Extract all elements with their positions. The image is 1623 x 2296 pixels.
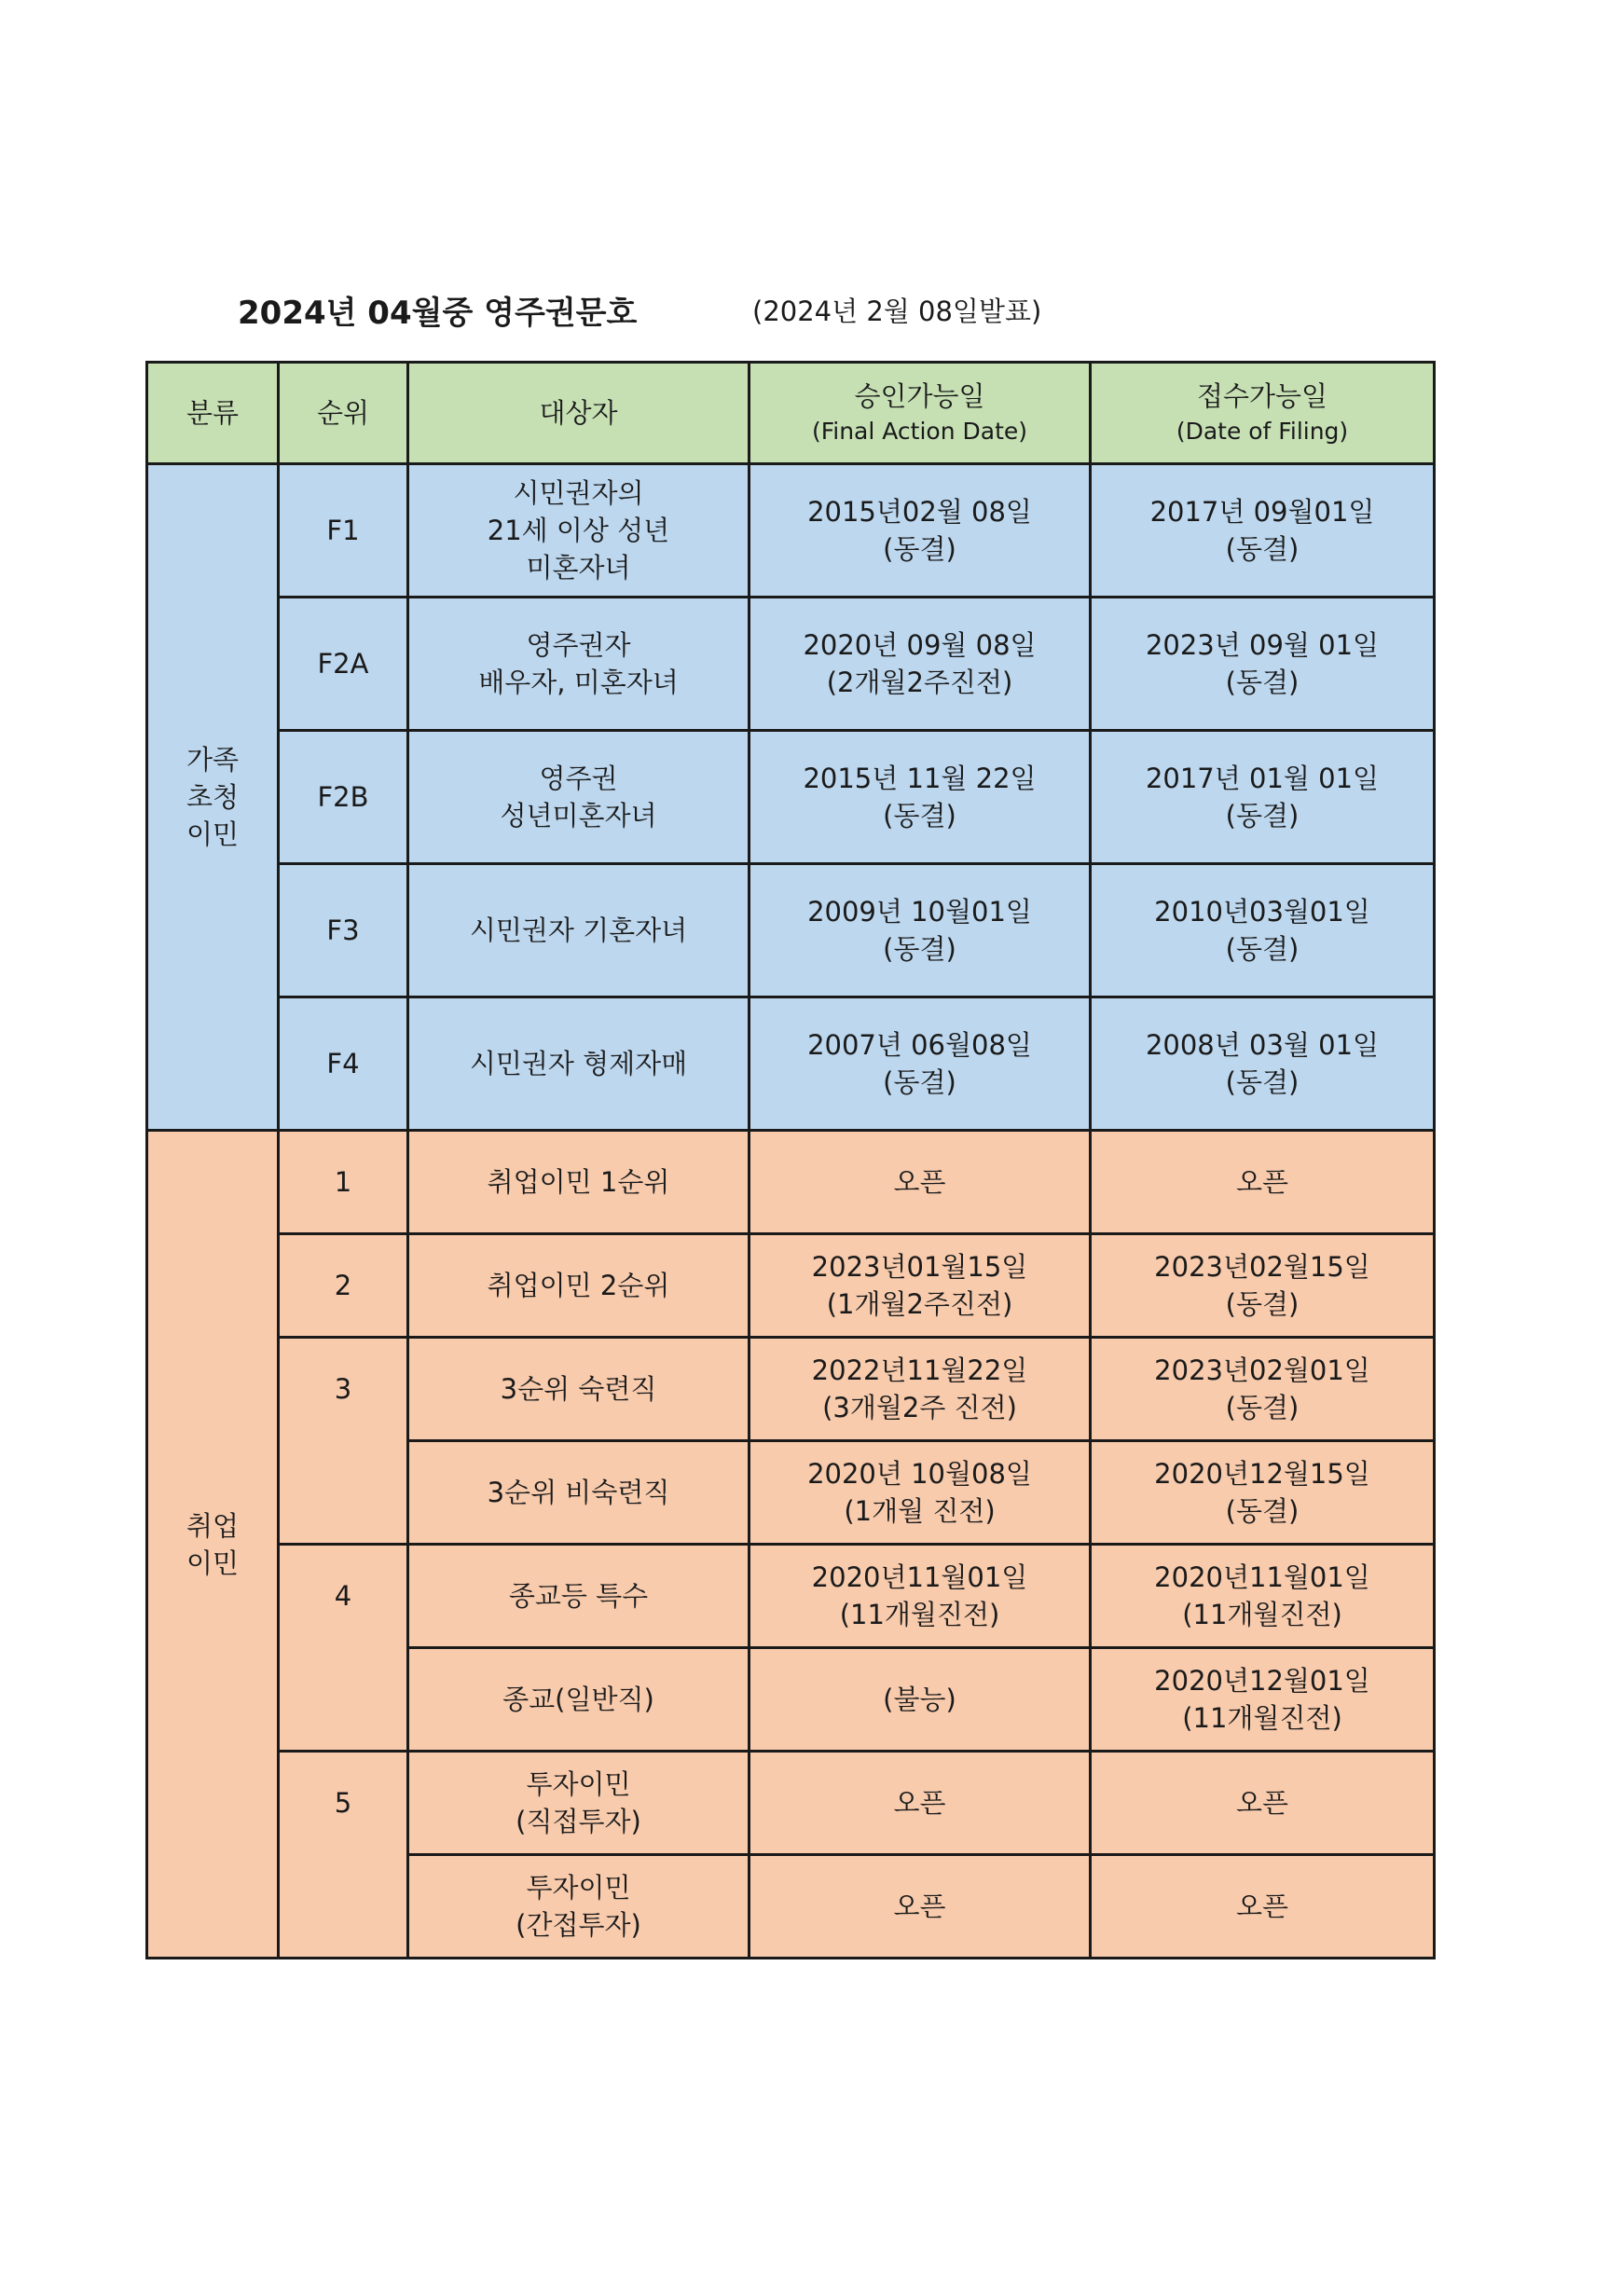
filing-cell: 2010년03월01일 (동결) — [1091, 864, 1435, 997]
final-action-cell: 오픈 — [750, 1752, 1091, 1855]
filing-cell: 2017년 09월01일 (동결) — [1091, 464, 1435, 598]
rank-cell: F3 — [279, 864, 408, 997]
final-action-cell: (불능) — [750, 1648, 1091, 1752]
header-filing-label: 접수가능일 — [1196, 380, 1328, 412]
header-final-action-en: (Final Action Date) — [811, 418, 1028, 445]
table-row — [147, 1131, 1435, 1234]
rank-cell: 5 — [279, 1752, 408, 1959]
filing-cell: 2017년 01월 01일 (동결) — [1091, 731, 1435, 864]
filing-cell: 2020년12월01일 (11개월진전) — [1091, 1648, 1435, 1752]
table-row — [147, 997, 1435, 1131]
filing-cell: 오픈 — [1091, 1855, 1435, 1959]
target-cell: 취업이민 1순위 — [408, 1131, 750, 1234]
table-row — [147, 1234, 1435, 1338]
target-cell: 투자이민 (직접투자) — [408, 1752, 750, 1855]
page-title: 2024년 04월중 영주권문호 — [238, 295, 638, 332]
target-cell: 종교등 특수 — [408, 1545, 750, 1648]
table-row — [147, 464, 1435, 598]
final-action-cell: 2020년 09월 08일 (2개월2주진전) — [750, 598, 1091, 731]
document-title — [238, 280, 1450, 336]
target-cell: 영주권자 배우자, 미혼자녀 — [408, 598, 750, 731]
final-action-cell: 2015년 11월 22일 (동결) — [750, 731, 1091, 864]
filing-cell: 오픈 — [1091, 1752, 1435, 1855]
rank-cell: 4 — [279, 1545, 408, 1752]
rank-cell: 1 — [279, 1131, 408, 1234]
header-row — [147, 363, 1435, 464]
table-row — [147, 864, 1435, 997]
header-final-action — [750, 363, 1091, 464]
header-target: 대상자 — [408, 363, 750, 464]
final-action-cell: 2020년 10월08일 (1개월 진전) — [750, 1441, 1091, 1545]
final-action-cell: 2023년01월15일 (1개월2주진전) — [750, 1234, 1091, 1338]
rank-cell: F4 — [279, 997, 408, 1131]
target-cell: 시민권자 형제자매 — [408, 997, 750, 1131]
target-cell: 3순위 비숙련직 — [408, 1441, 750, 1545]
table-row — [147, 1338, 1435, 1441]
header-filing — [1091, 363, 1435, 464]
table-row — [147, 731, 1435, 864]
final-action-cell: 2020년11월01일 (11개월진전) — [750, 1545, 1091, 1648]
table-row — [147, 1752, 1435, 1855]
filing-cell: 2023년 09월 01일 (동결) — [1091, 598, 1435, 731]
filing-cell: 2008년 03월 01일 (동결) — [1091, 997, 1435, 1131]
category-family: 가족 초청 이민 — [147, 464, 279, 1131]
filing-cell: 2020년12월15일 (동결) — [1091, 1441, 1435, 1545]
target-cell: 영주권 성년미혼자녀 — [408, 731, 750, 864]
header-category: 분류 — [147, 363, 279, 464]
target-cell: 취업이민 2순위 — [408, 1234, 750, 1338]
final-action-cell: 2007년 06월08일 (동결) — [750, 997, 1091, 1131]
filing-cell: 2023년02월15일 (동결) — [1091, 1234, 1435, 1338]
target-cell: 투자이민 (간접투자) — [408, 1855, 750, 1959]
rank-cell: 3 — [279, 1338, 408, 1545]
target-cell: 시민권자의 21세 이상 성년 미혼자녀 — [408, 464, 750, 598]
final-action-cell: 2022년11월22일 (3개월2주 진전) — [750, 1338, 1091, 1441]
final-action-cell: 2009년 10월01일 (동결) — [750, 864, 1091, 997]
filing-cell: 2023년02월01일 (동결) — [1091, 1338, 1435, 1441]
filing-cell: 2020년11월01일 (11개월진전) — [1091, 1545, 1435, 1648]
rank-cell: F2B — [279, 731, 408, 864]
header-rank: 순위 — [279, 363, 408, 464]
final-action-cell: 오픈 — [750, 1131, 1091, 1234]
target-cell: 종교(일반직) — [408, 1648, 750, 1752]
table-row — [147, 598, 1435, 731]
table-row — [147, 1545, 1435, 1648]
rank-cell: F1 — [279, 464, 408, 598]
final-action-cell: 2015년02월 08일 (동결) — [750, 464, 1091, 598]
visa-bulletin-table — [145, 361, 1436, 1959]
header-final-action-label: 승인가능일 — [854, 380, 985, 412]
rank-cell: F2A — [279, 598, 408, 731]
category-employment: 취업 이민 — [147, 1131, 279, 1959]
announcement-date: (2024년 2월 08일발표) — [752, 296, 1042, 327]
rank-cell: 2 — [279, 1234, 408, 1338]
filing-cell: 오픈 — [1091, 1131, 1435, 1234]
final-action-cell: 오픈 — [750, 1855, 1091, 1959]
target-cell: 시민권자 기혼자녀 — [408, 864, 750, 997]
target-cell: 3순위 숙련직 — [408, 1338, 750, 1441]
header-filing-en: (Date of Filing) — [1176, 418, 1349, 445]
